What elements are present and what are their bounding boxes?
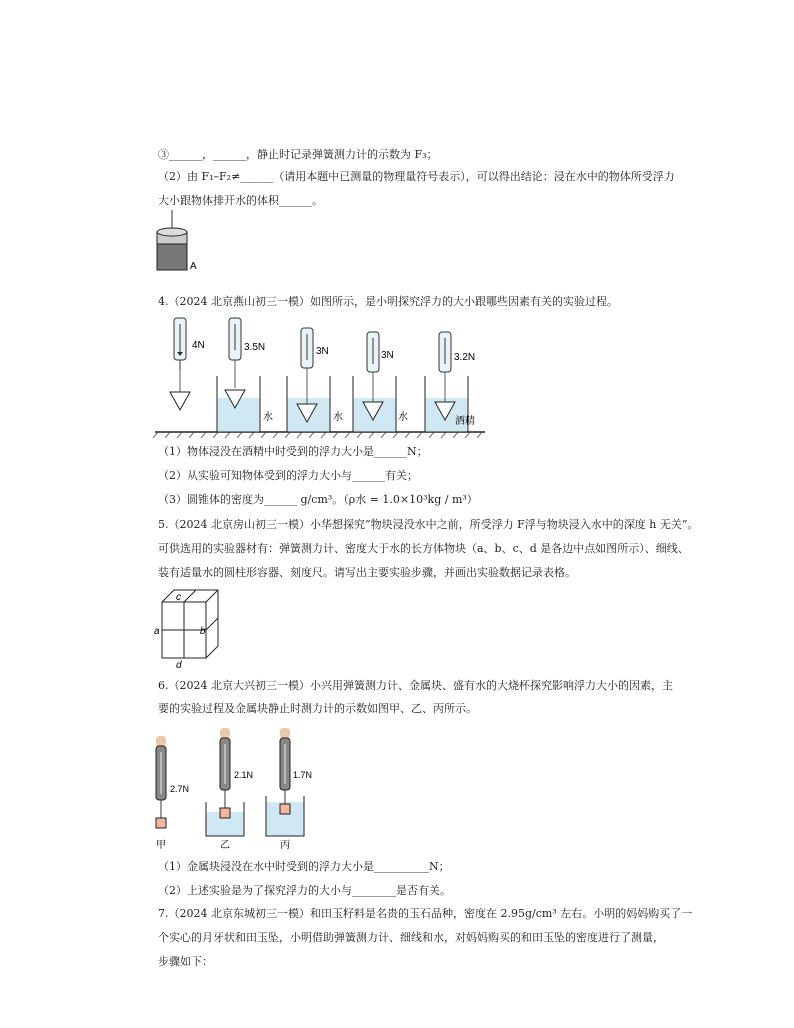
caption-bing: 丙 — [280, 840, 290, 851]
reading-3: 3N — [316, 346, 329, 357]
q5-line2: 可供选用的实验器材有：弹簧测力计、密度大于水的长方体物块（a、b、c、d 是各边中点如图所示）、细线、 — [158, 542, 689, 555]
q7-line3: 步骤如下： — [158, 955, 213, 968]
liquid-3: 水 — [398, 412, 408, 423]
reading-jia: 2.7N — [170, 784, 190, 794]
setup-yi — [206, 728, 244, 836]
label-d: d — [176, 660, 182, 670]
q6-line1: 6.（2024 北京大兴初三一模）小兴用弹簧测力计、金属块、盛有水的大烧杯探究影响浮力大小的因素，主 — [158, 679, 673, 692]
liquid-1: 水 — [263, 412, 273, 423]
q3-part2-line2: 大小跟物体排开水的体积______。 — [158, 194, 323, 207]
container-1 — [217, 318, 260, 432]
q7-line2: 个实心的月牙状和田玉坠，小明借助弹簧测力计、细线和水，对妈妈购买的和田玉坠的密度进行了测量， — [158, 931, 664, 944]
q6-line2: 要的实验过程及金属块静止时测力计的示数如图甲、乙、丙所示。 — [158, 702, 477, 715]
reading-bing: 1.7N — [293, 770, 313, 780]
liquid-4: 酒精 — [455, 416, 475, 427]
q4-title: 4.（2024 北京燕山初三一模）如图所示，是小明探究浮力的大小跟哪些因素有关的实验过程。 — [158, 295, 618, 308]
q5-cuboid-figure — [150, 586, 230, 670]
reading-4: 3N — [381, 350, 394, 361]
q4-figure — [150, 312, 490, 440]
q5-line1: 5.（2024 北京房山初三一模）小华想探究“物块浸没水中之前，所受浮力 F浮与物块浸入水中的深度 h 无关”。 — [158, 518, 699, 531]
container-2 — [287, 328, 330, 432]
q4-part3: （3）圆锥体的密度为______ g/cm³。（ρ水 = 1.0×10³kg / m³） — [158, 493, 478, 506]
label-b: b — [200, 626, 206, 637]
setup-bing — [266, 728, 304, 836]
q5-line3: 装有适量水的圆柱形容器、刻度尺。请写出主要实验步骤，并画出实验数据记录表格。 — [158, 566, 576, 579]
q3-step3: ③______，______，静止时记录弹簧测力计的示数为 F₃； — [158, 148, 438, 161]
caption-jia: 甲 — [156, 840, 166, 851]
q6-figure — [150, 722, 330, 852]
weight-a-figure — [150, 210, 210, 276]
reading-yi: 2.1N — [234, 770, 254, 780]
q3-part2-line1: （2）由 F₁–F₂≠______（请用本题中已测量的物理量符号表示），可以得出结论：浸在水中的物体所受浮力 — [158, 170, 675, 183]
spring-scale-1 — [170, 318, 190, 410]
caption-yi: 乙 — [220, 840, 230, 851]
container-3 — [353, 332, 396, 432]
setup-jia — [156, 736, 166, 828]
q6-part2: （2）上述实验是为了探究浮力的大小与________是否有关。 — [158, 884, 451, 897]
q4-part1: （1）物体浸没在酒精中时受到的浮力大小是______N； — [158, 445, 428, 458]
q6-part1: （1）金属块浸没在水中时受到的浮力大小是__________N； — [158, 860, 450, 873]
label-a: a — [154, 626, 160, 637]
liquid-2: 水 — [333, 412, 343, 423]
label-c: c — [176, 592, 181, 603]
q7-line1: 7.（2024 北京东城初三一模）和田玉籽料是名贵的玉石品种，密度在 2.95g/cm³ 左右。小明的妈妈购买了一 — [158, 907, 693, 920]
reading-1: 4N — [192, 340, 205, 351]
weight-a-label: A — [190, 261, 197, 272]
reading-2: 3.5N — [244, 342, 266, 353]
reading-5: 3.2N — [454, 352, 476, 363]
q4-part2: （2）从实验可知物体受到的浮力大小与______有关； — [158, 469, 418, 482]
